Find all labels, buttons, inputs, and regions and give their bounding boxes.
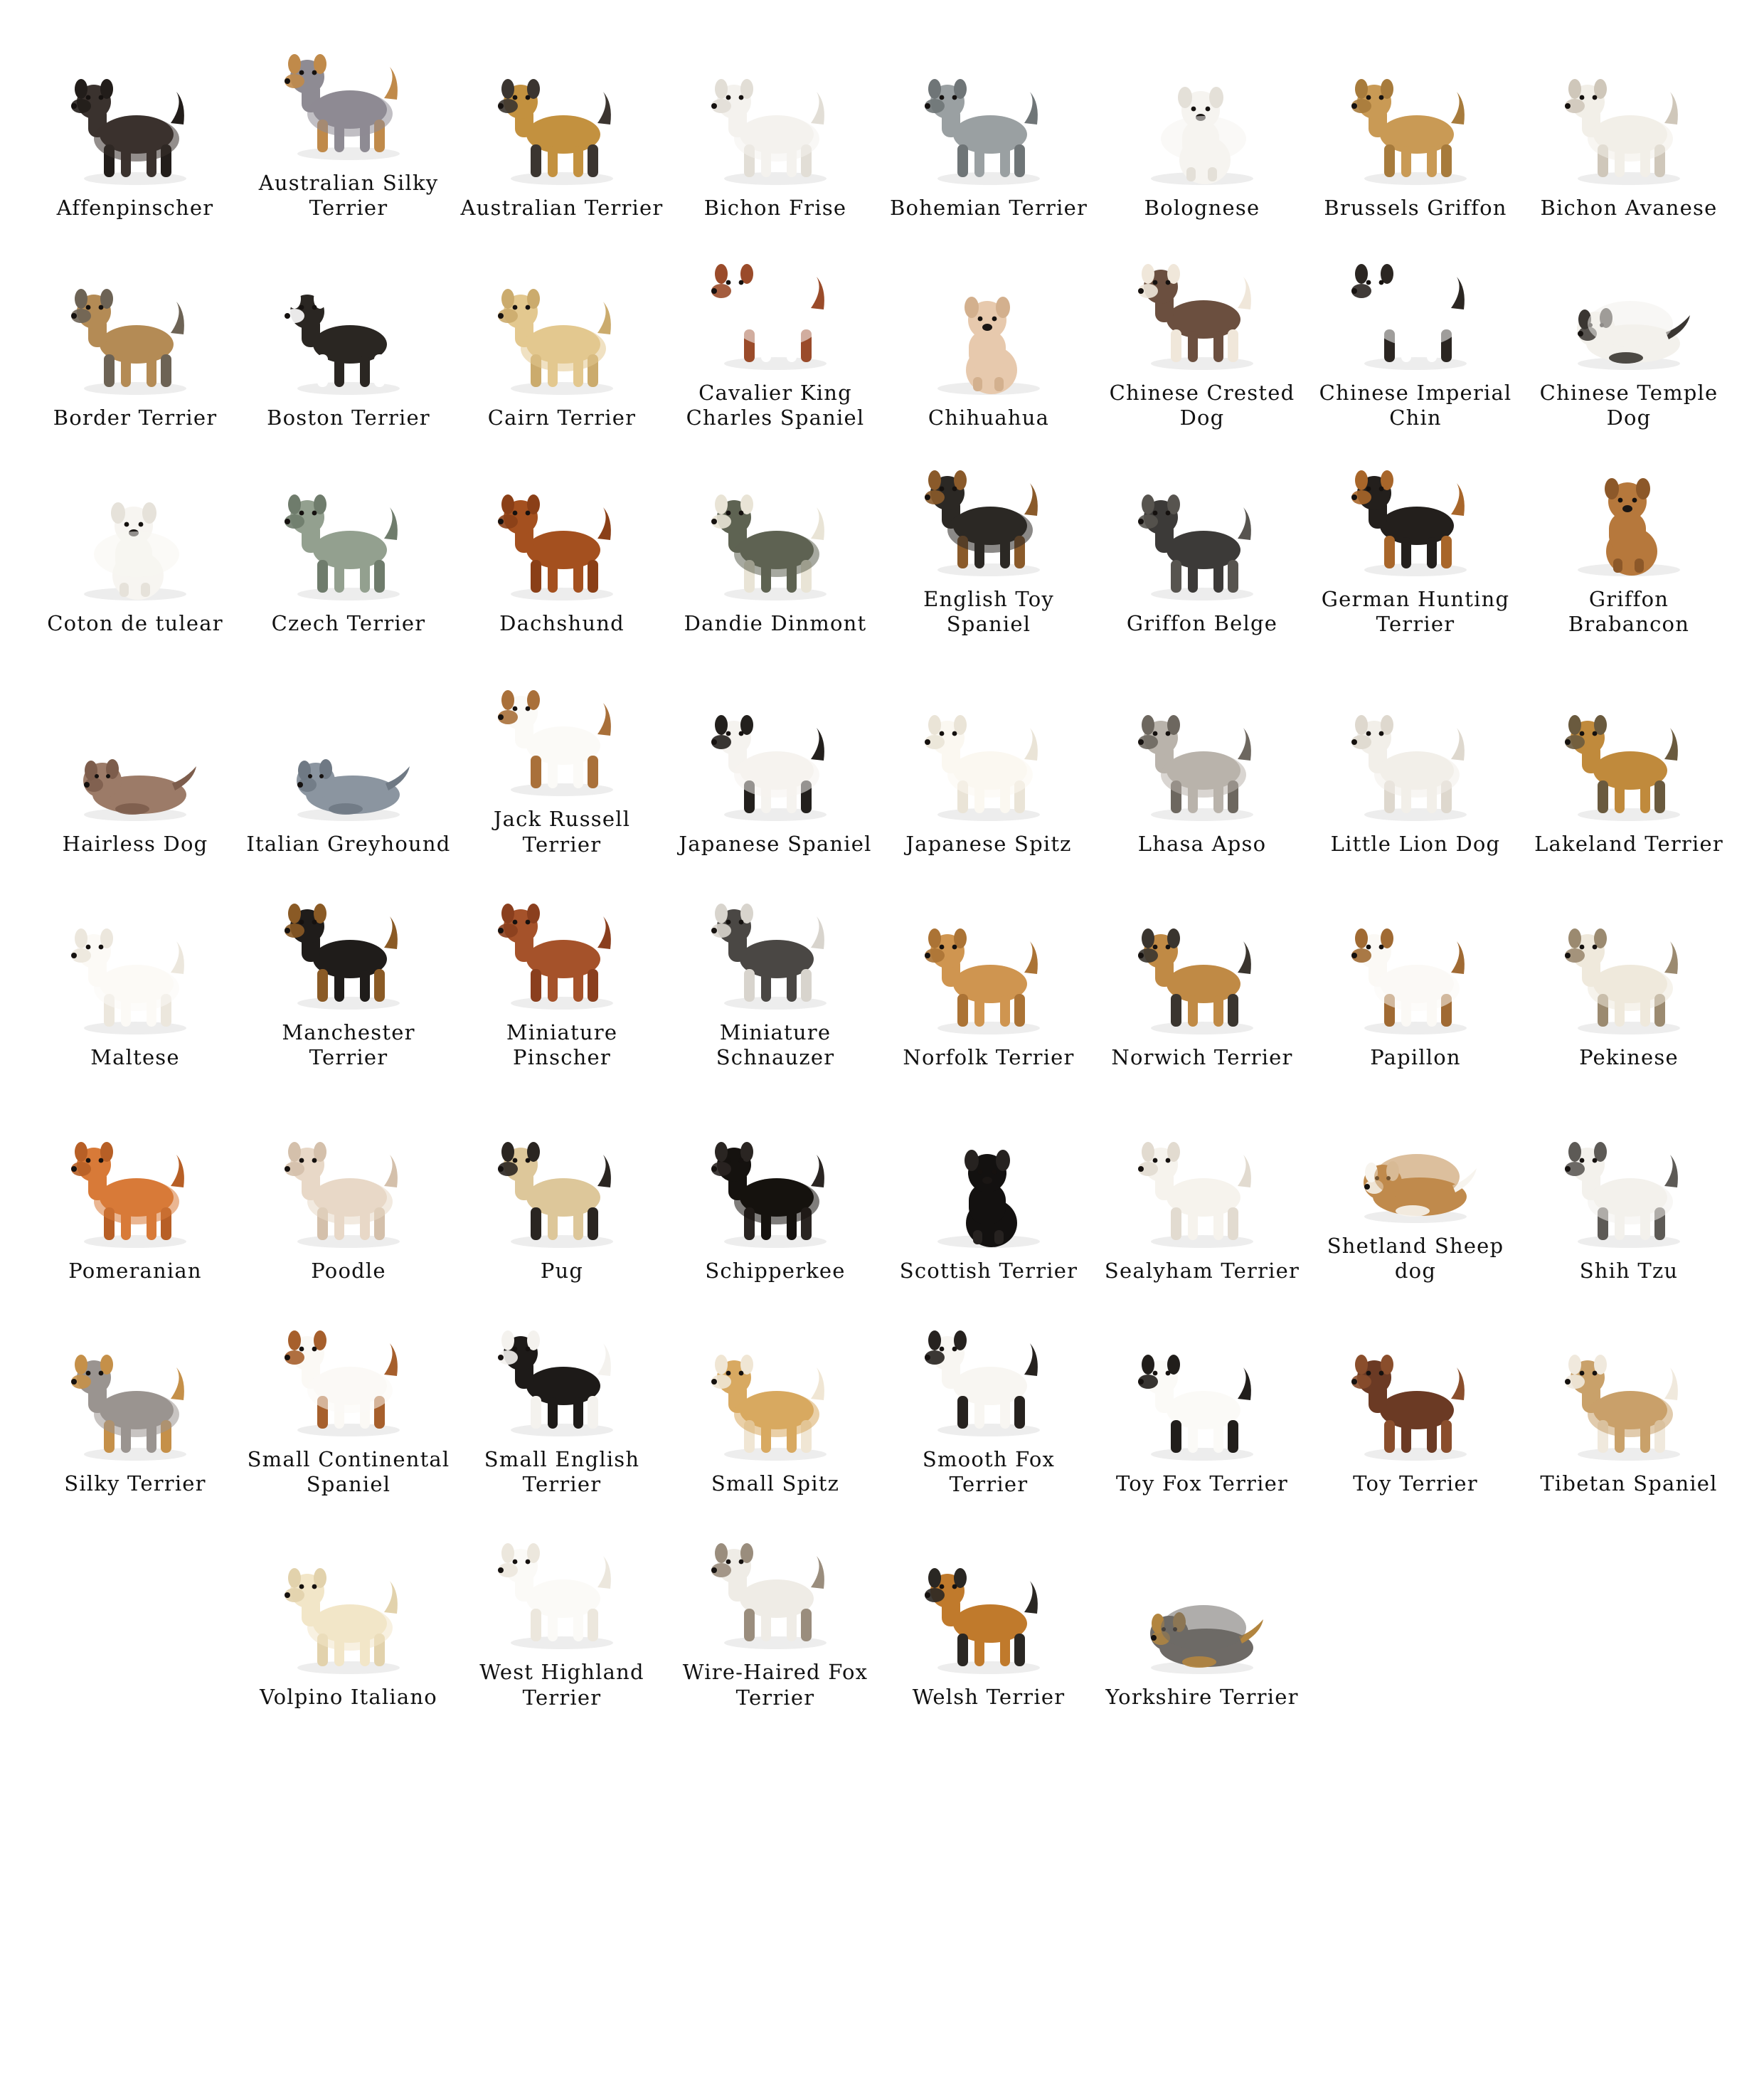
breed-name-label: Maltese bbox=[90, 1044, 180, 1069]
breed-name-label bbox=[33, 1685, 238, 1710]
breed-name-label: Tibetan Spaniel bbox=[1540, 1471, 1718, 1496]
dog-photo bbox=[33, 1318, 238, 1464]
breed-name-label: Scottish Terrier bbox=[899, 1258, 1078, 1283]
breed-cell[interactable] bbox=[669, 46, 882, 231]
dog-photo bbox=[673, 867, 878, 1013]
breed-name-label: West Highland Terrier bbox=[479, 1660, 644, 1710]
breed-cell[interactable] bbox=[882, 441, 1095, 647]
dog-photo bbox=[673, 1318, 878, 1464]
breed-name-label: Shetland Sheep dog bbox=[1327, 1233, 1504, 1283]
breed-name-label: Italian Greyhound bbox=[246, 832, 451, 856]
breed-name-label: Griffon Brabancon bbox=[1568, 586, 1690, 636]
breed-name-label: Border Terrier bbox=[53, 405, 218, 430]
breed-cell[interactable] bbox=[882, 46, 1095, 231]
breed-cell[interactable] bbox=[882, 892, 1095, 1081]
breed-name-label bbox=[1313, 1685, 1518, 1710]
dog-photo bbox=[246, 256, 451, 398]
dog-photo bbox=[1313, 46, 1518, 189]
breed-cell[interactable] bbox=[28, 1318, 242, 1507]
dog-photo bbox=[1313, 672, 1518, 825]
dog-photo bbox=[673, 231, 878, 374]
breed-cell[interactable] bbox=[28, 256, 242, 441]
dog-photo bbox=[886, 441, 1091, 580]
breed-cell[interactable] bbox=[669, 1318, 882, 1507]
breed-name-label: Cavalier King Charles Spaniel bbox=[686, 380, 865, 430]
breed-cell[interactable] bbox=[1095, 46, 1309, 231]
breed-cell[interactable] bbox=[242, 672, 455, 867]
empty-photo-slot bbox=[1526, 1532, 1731, 1678]
dog-photo bbox=[1313, 1318, 1518, 1464]
breed-cell[interactable] bbox=[669, 1106, 882, 1294]
breed-cell[interactable] bbox=[28, 892, 242, 1081]
breed-name-label: English Toy Spaniel bbox=[923, 586, 1054, 636]
dog-photo bbox=[1526, 46, 1731, 189]
dog-photo bbox=[886, 46, 1091, 189]
breed-name-label: Bichon Frise bbox=[703, 195, 847, 220]
breed-name-label: Affenpinscher bbox=[56, 195, 214, 220]
breed-cell[interactable] bbox=[242, 21, 455, 231]
dog-photo bbox=[246, 672, 451, 825]
breed-cell[interactable] bbox=[455, 647, 669, 867]
dog-photo bbox=[459, 256, 664, 398]
breed-cell[interactable] bbox=[28, 46, 242, 231]
breed-cell[interactable] bbox=[882, 1532, 1095, 1720]
dog-photo bbox=[673, 672, 878, 825]
breed-name-label: Norfolk Terrier bbox=[903, 1044, 1075, 1069]
breed-name-label: Japanese Spitz bbox=[905, 832, 1072, 856]
breed-row bbox=[28, 1081, 1736, 1294]
breed-name-label: Chinese Temple Dog bbox=[1539, 380, 1718, 430]
dog-photo bbox=[886, 1294, 1091, 1440]
breed-name-label: Wire-Haired Fox Terrier bbox=[682, 1660, 868, 1710]
dog-photo bbox=[1313, 1081, 1518, 1227]
breed-cell[interactable] bbox=[1309, 441, 1522, 647]
dog-photo bbox=[246, 1294, 451, 1440]
dog-photo bbox=[1100, 465, 1305, 604]
breed-name-label: Schipperkee bbox=[705, 1258, 846, 1283]
breed-name-label: Bohemian Terrier bbox=[889, 195, 1088, 220]
breed-name-label: Dachshund bbox=[499, 611, 625, 636]
breed-cell[interactable] bbox=[1522, 441, 1736, 647]
breed-cell[interactable] bbox=[1095, 1532, 1309, 1720]
dog-photo bbox=[246, 465, 451, 604]
breed-cell[interactable] bbox=[882, 256, 1095, 441]
breed-cell[interactable] bbox=[1309, 892, 1522, 1081]
dog-photo bbox=[1526, 441, 1731, 580]
breed-cell[interactable] bbox=[1522, 46, 1736, 231]
dog-photo bbox=[459, 1507, 664, 1653]
dog-photo bbox=[1100, 892, 1305, 1038]
breed-name-label: Miniature Pinscher bbox=[506, 1020, 618, 1070]
breed-name-label: Volpino Italiano bbox=[260, 1685, 437, 1709]
breed-cell[interactable] bbox=[1522, 231, 1736, 441]
dog-photo bbox=[1526, 1106, 1731, 1251]
breed-cell[interactable] bbox=[1309, 231, 1522, 441]
breed-name-label: Little Lion Dog bbox=[1330, 832, 1501, 856]
breed-name-label: Griffon Belge bbox=[1126, 611, 1278, 636]
breed-cell[interactable] bbox=[1522, 1318, 1736, 1507]
dog-photo bbox=[673, 1106, 878, 1251]
breed-cell[interactable] bbox=[669, 1507, 882, 1720]
breed-name-label: Yorkshire Terrier bbox=[1105, 1685, 1299, 1709]
breed-cell[interactable] bbox=[882, 1294, 1095, 1508]
dog-photo bbox=[459, 867, 664, 1013]
breed-name-label: Norwich Terrier bbox=[1111, 1044, 1293, 1069]
breed-cell[interactable] bbox=[1095, 1318, 1309, 1507]
dog-photo bbox=[33, 672, 238, 825]
dog-photo bbox=[1313, 892, 1518, 1038]
breed-name-label: Jack Russell Terrier bbox=[493, 807, 631, 857]
breed-name-label: Lhasa Apso bbox=[1137, 832, 1267, 856]
breed-row bbox=[28, 647, 1736, 867]
breed-cell[interactable] bbox=[242, 1294, 455, 1508]
breed-name-label: Coton de tulear bbox=[47, 611, 223, 636]
breed-cell[interactable] bbox=[28, 672, 242, 867]
breed-cell[interactable] bbox=[1095, 465, 1309, 647]
breed-name-label: Boston Terrier bbox=[267, 405, 430, 430]
breed-row bbox=[28, 1507, 1736, 1720]
dog-photo bbox=[673, 1507, 878, 1653]
breed-cell[interactable] bbox=[1309, 672, 1522, 867]
dog-photo bbox=[1100, 672, 1305, 825]
breed-cell[interactable] bbox=[669, 231, 882, 441]
breed-name-label: Poodle bbox=[311, 1258, 386, 1283]
breed-cell[interactable] bbox=[669, 867, 882, 1081]
dog-photo bbox=[246, 1106, 451, 1251]
breed-cell[interactable] bbox=[1522, 1106, 1736, 1294]
breed-name-label: Papillon bbox=[1370, 1044, 1461, 1069]
breed-name-label: Lakeland Terrier bbox=[1534, 832, 1723, 856]
dog-photo bbox=[1526, 231, 1731, 374]
dog-photo bbox=[886, 1532, 1091, 1678]
breed-name-label: Chihuahua bbox=[928, 405, 1050, 430]
breed-cell[interactable] bbox=[669, 672, 882, 867]
empty-cell bbox=[1309, 1532, 1522, 1720]
dog-photo bbox=[246, 867, 451, 1013]
breed-name-label: Bichon Avanese bbox=[1540, 195, 1718, 220]
breed-cell[interactable] bbox=[1095, 672, 1309, 867]
dog-photo bbox=[1526, 1318, 1731, 1464]
breed-name-label: Small Spitz bbox=[711, 1471, 840, 1496]
breed-name-label: German Hunting Terrier bbox=[1321, 586, 1510, 636]
breed-name-label: Australian Silky Terrier bbox=[258, 171, 439, 221]
breed-name-label: Shih Tzu bbox=[1579, 1258, 1679, 1283]
breed-name-label: Silky Terrier bbox=[64, 1471, 206, 1496]
breed-cell[interactable] bbox=[455, 46, 669, 231]
breed-name-label: Toy Fox Terrier bbox=[1116, 1471, 1288, 1496]
breed-cell[interactable] bbox=[1522, 892, 1736, 1081]
breed-cell[interactable] bbox=[455, 867, 669, 1081]
breed-cell[interactable] bbox=[1309, 1318, 1522, 1507]
dog-photo bbox=[33, 892, 238, 1038]
breed-row bbox=[28, 1294, 1736, 1508]
breed-cell[interactable] bbox=[455, 1507, 669, 1720]
dog-photo bbox=[246, 1532, 451, 1678]
breed-cell[interactable] bbox=[1309, 1081, 1522, 1294]
dog-photo bbox=[459, 46, 664, 189]
dog-photo bbox=[459, 465, 664, 604]
breed-row bbox=[28, 867, 1736, 1081]
breed-name-label: Manchester Terrier bbox=[282, 1020, 415, 1070]
breed-cell[interactable] bbox=[242, 1106, 455, 1294]
dog-photo bbox=[1100, 46, 1305, 189]
dog-photo bbox=[1313, 441, 1518, 580]
dog-photo bbox=[1526, 672, 1731, 825]
breed-cell[interactable] bbox=[669, 465, 882, 647]
breed-cell[interactable] bbox=[242, 867, 455, 1081]
breed-name-label: Miniature Schnauzer bbox=[716, 1020, 835, 1070]
breed-row bbox=[28, 231, 1736, 441]
dog-photo bbox=[459, 647, 664, 800]
dog-photo bbox=[33, 1106, 238, 1251]
breed-name-label: Smooth Fox Terrier bbox=[922, 1446, 1056, 1496]
breed-name-label: Chinese Imperial Chin bbox=[1319, 380, 1512, 430]
breed-name-label: Pomeranian bbox=[68, 1258, 202, 1283]
dog-photo bbox=[673, 465, 878, 604]
breed-cell[interactable] bbox=[28, 1106, 242, 1294]
breed-name-label: Australian Terrier bbox=[460, 195, 664, 220]
dog-photo bbox=[886, 1106, 1091, 1251]
breed-name-label: Chinese Crested Dog bbox=[1109, 380, 1295, 430]
breed-cell[interactable] bbox=[28, 465, 242, 647]
dog-photo bbox=[33, 256, 238, 398]
breed-cell[interactable] bbox=[242, 256, 455, 441]
dog-photo bbox=[459, 1106, 664, 1251]
breed-cell[interactable] bbox=[242, 465, 455, 647]
breed-cell[interactable] bbox=[1095, 1106, 1309, 1294]
breed-name-label: Czech Terrier bbox=[271, 611, 426, 636]
breed-name-label: Cairn Terrier bbox=[487, 405, 637, 430]
breed-cell[interactable] bbox=[882, 1106, 1095, 1294]
dog-photo bbox=[673, 46, 878, 189]
breed-row bbox=[28, 441, 1736, 647]
breed-cell[interactable] bbox=[882, 672, 1095, 867]
breed-name-label bbox=[1526, 1685, 1731, 1710]
breed-row bbox=[28, 21, 1736, 231]
dog-photo bbox=[1100, 1532, 1305, 1678]
dog-photo bbox=[886, 256, 1091, 398]
empty-photo-slot bbox=[33, 1532, 238, 1678]
breed-name-label: Dandie Dinmont bbox=[684, 611, 867, 636]
dog-photo bbox=[1526, 892, 1731, 1038]
breed-name-label: Brussels Griffon bbox=[1324, 195, 1507, 220]
breed-name-label: Bolognese bbox=[1144, 195, 1260, 220]
breed-cell[interactable] bbox=[242, 1532, 455, 1720]
breed-name-label: Japanese Spaniel bbox=[679, 832, 872, 856]
breed-name-label: Sealyham Terrier bbox=[1104, 1258, 1300, 1283]
dog-photo bbox=[886, 672, 1091, 825]
breed-name-label: Small English Terrier bbox=[484, 1446, 640, 1496]
breed-cell[interactable] bbox=[1095, 892, 1309, 1081]
dog-photo bbox=[1100, 1318, 1305, 1464]
breed-cell[interactable] bbox=[1522, 672, 1736, 867]
breed-cell[interactable] bbox=[455, 1294, 669, 1508]
dog-photo bbox=[1100, 1106, 1305, 1251]
breed-name-label: Hairless Dog bbox=[62, 832, 208, 856]
breed-name-label: Small Continental Spaniel bbox=[247, 1446, 450, 1496]
breed-cell[interactable] bbox=[455, 1106, 669, 1294]
breed-cell[interactable] bbox=[1309, 46, 1522, 231]
dog-photo bbox=[1313, 231, 1518, 374]
breed-cell[interactable] bbox=[455, 465, 669, 647]
dog-photo bbox=[459, 1294, 664, 1440]
dog-photo bbox=[33, 465, 238, 604]
breed-name-label: Pug bbox=[540, 1258, 584, 1283]
breed-name-label: Welsh Terrier bbox=[912, 1685, 1066, 1709]
breed-cell[interactable] bbox=[1095, 231, 1309, 441]
dog-photo bbox=[246, 21, 451, 164]
dog-photo bbox=[1100, 231, 1305, 374]
empty-photo-slot bbox=[1313, 1532, 1518, 1678]
empty-cell bbox=[1522, 1532, 1736, 1720]
breed-cell[interactable] bbox=[455, 256, 669, 441]
breed-name-label: Pekinese bbox=[1579, 1044, 1679, 1069]
breed-name-label: Toy Terrier bbox=[1353, 1471, 1478, 1496]
empty-cell bbox=[28, 1532, 242, 1720]
dog-photo bbox=[886, 892, 1091, 1038]
dog-photo bbox=[33, 46, 238, 189]
